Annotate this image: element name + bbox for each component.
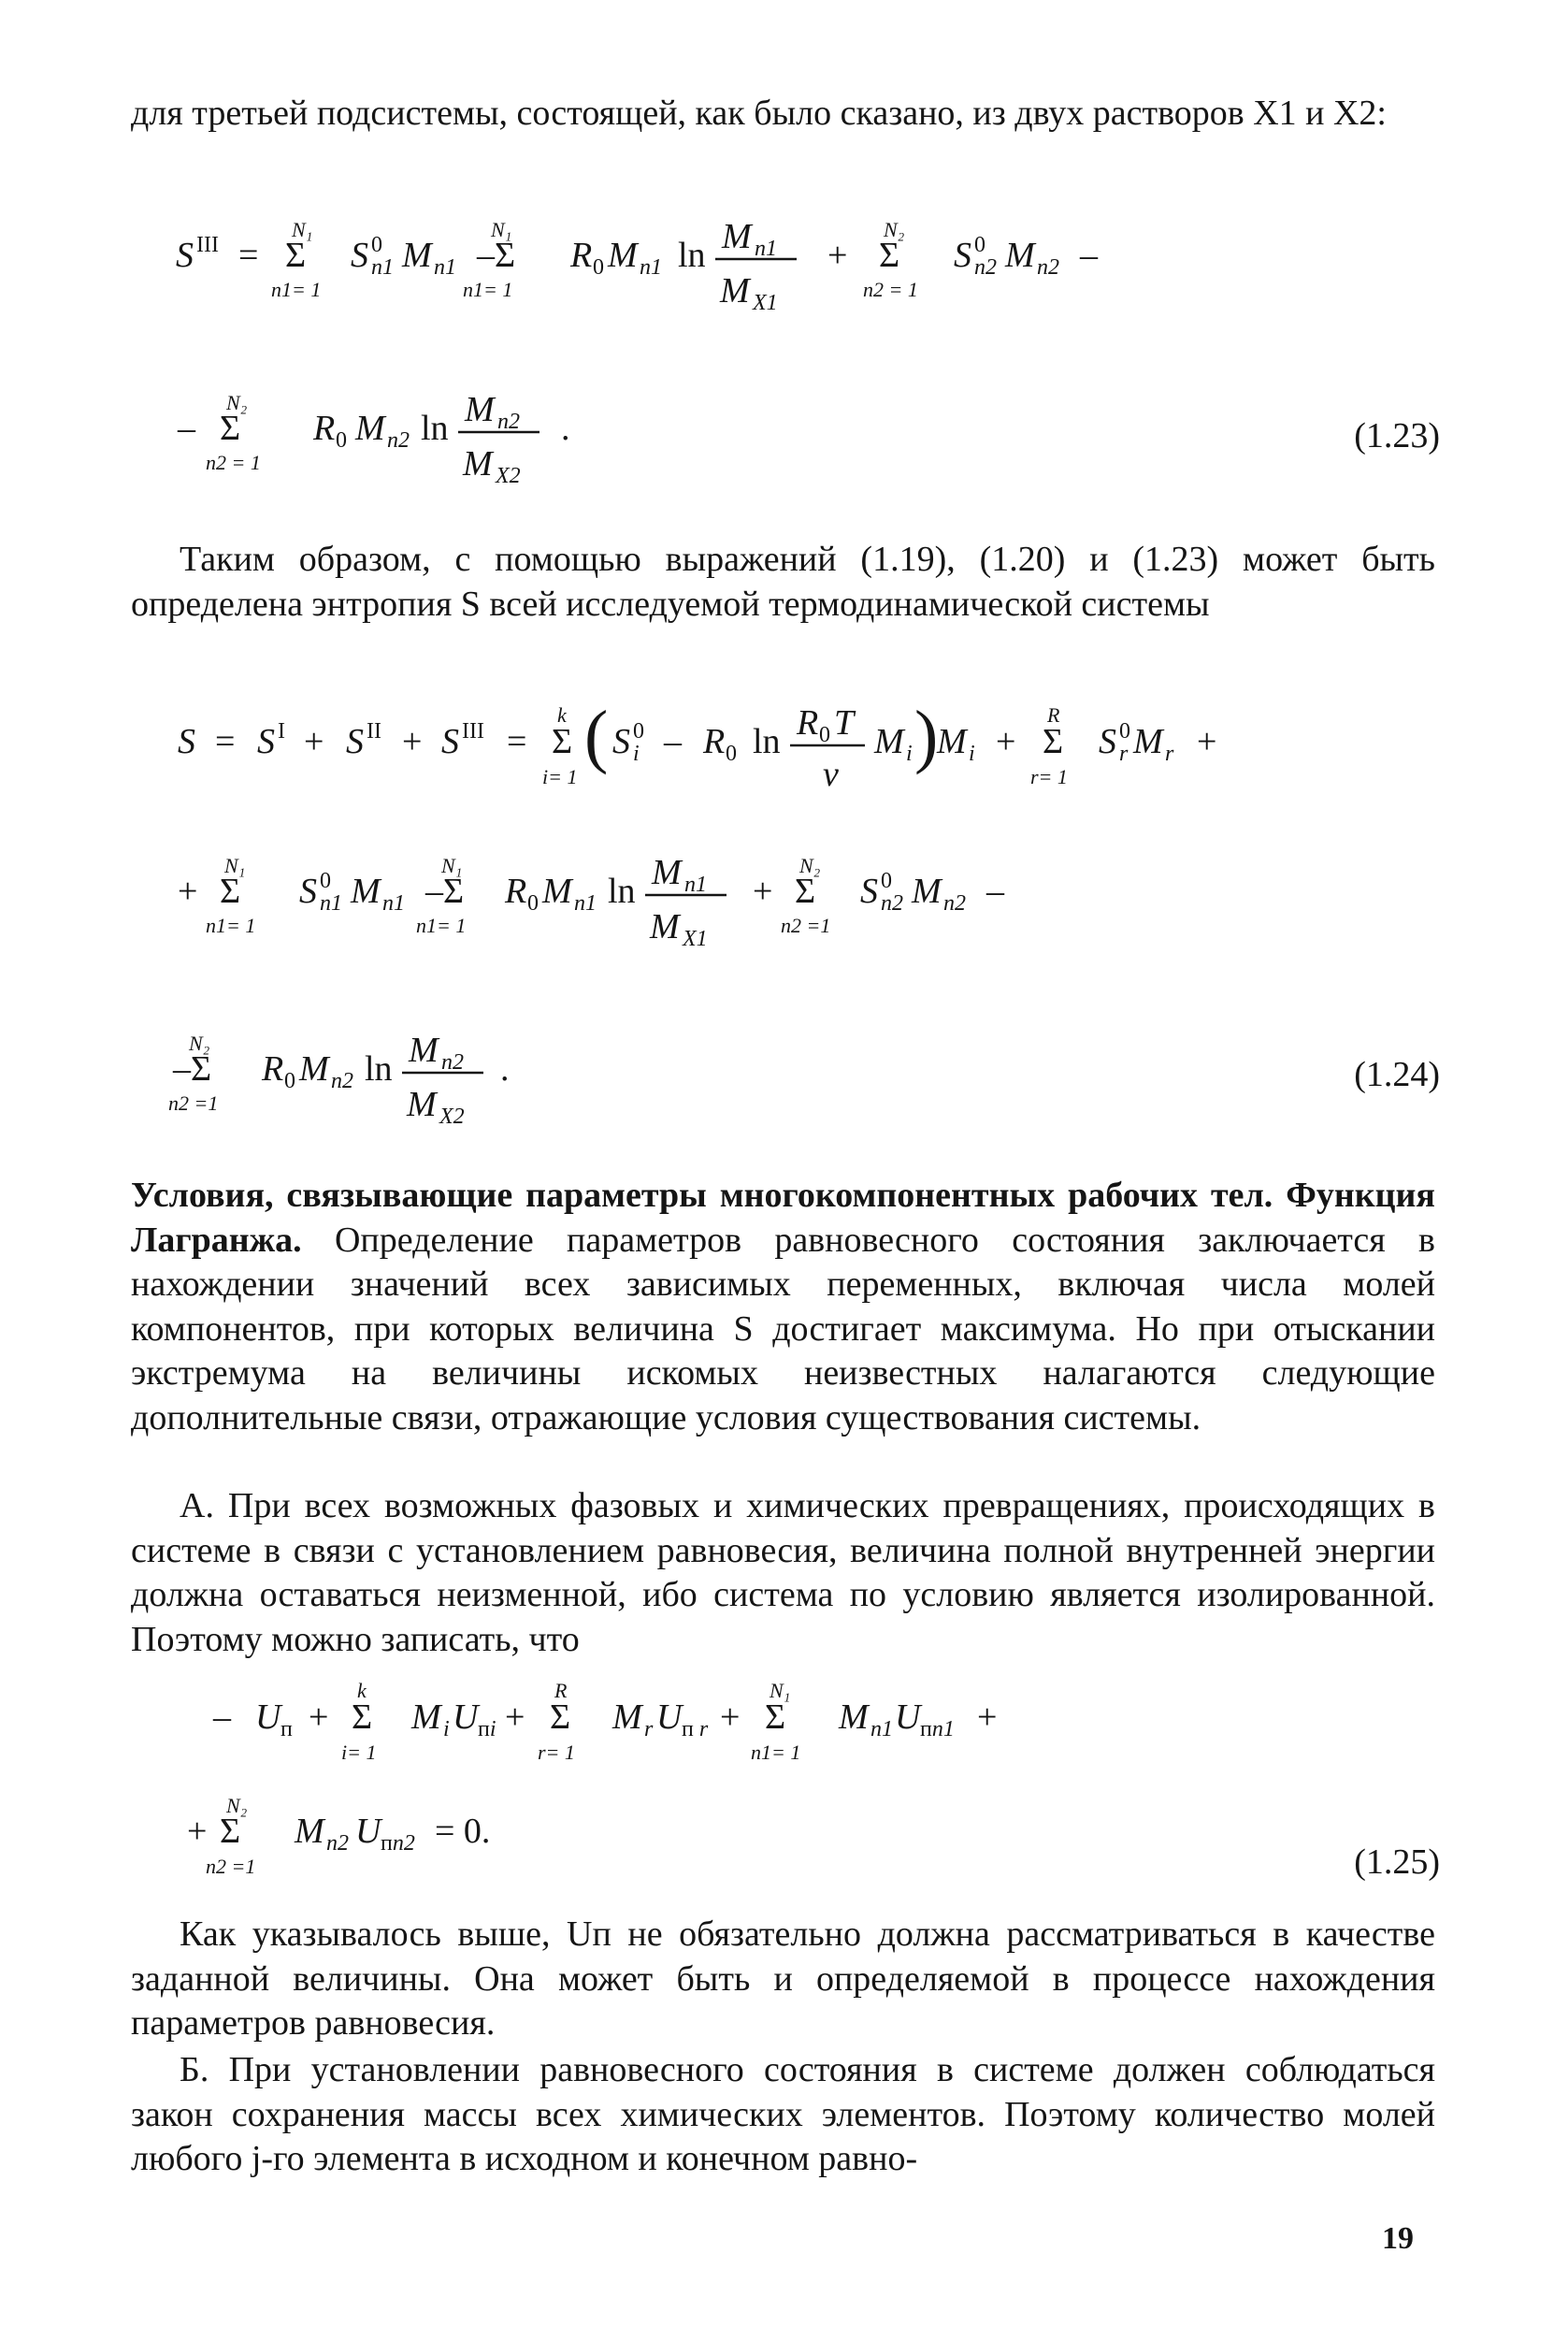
svg-text:M: M: [612, 1697, 642, 1737]
svg-text:n2 =1: n2 =1: [781, 914, 831, 937]
svg-text:n1: n1: [755, 237, 777, 261]
svg-text:n2 =1: n2 =1: [206, 1855, 256, 1878]
svg-text:r: r: [1119, 742, 1129, 766]
svg-text:.: .: [561, 409, 570, 448]
svg-text:N₂: N₂: [189, 1032, 210, 1055]
svg-text:n2: n2: [387, 428, 410, 453]
svg-text:r: r: [644, 1717, 654, 1741]
svg-text:n1: n1: [640, 255, 662, 280]
svg-text:M: M: [542, 872, 572, 911]
svg-text:+: +: [996, 722, 1016, 761]
svg-text:n2: n2: [881, 891, 903, 916]
svg-text:M: M: [608, 236, 638, 275]
svg-text:n1= 1: n1= 1: [751, 1741, 801, 1764]
svg-text:M: M: [407, 1085, 437, 1124]
svg-text:M: M: [720, 271, 750, 311]
svg-text:n1: n1: [684, 873, 707, 897]
svg-text:X1: X1: [753, 291, 778, 315]
svg-text:–Σ: –Σ: [477, 236, 516, 275]
svg-text:r: r: [1165, 742, 1174, 766]
svg-text:Σ: Σ: [765, 1697, 786, 1737]
svg-text:0: 0: [974, 233, 985, 257]
page-number: 19: [1382, 2221, 1414, 2256]
svg-text:+: +: [977, 1697, 998, 1737]
svg-text:0: 0: [726, 742, 737, 766]
svg-text:Σ: Σ: [220, 1812, 241, 1851]
svg-text:0: 0: [1119, 719, 1130, 744]
svg-text:U: U: [895, 1697, 921, 1737]
section-heading: Условия, связывающие параметры многокомпонентных рабочих тел. Функция Лагранжа.: [131, 1176, 1435, 1260]
svg-text:п r: п r: [682, 1717, 709, 1741]
svg-text:III: III: [462, 719, 484, 744]
svg-text:R: R: [262, 1049, 284, 1089]
paragraph-intro: для третьей подсистемы, состоящей, как было сказано, из двух растворов X1 и X2:: [131, 94, 1387, 133]
svg-text:+: +: [309, 1697, 329, 1737]
svg-text:n2: n2: [497, 410, 520, 434]
svg-text:0: 0: [881, 869, 892, 893]
svg-text:n2: n2: [943, 891, 966, 916]
svg-text:S: S: [178, 722, 195, 761]
svg-text:= 0.: = 0.: [435, 1812, 491, 1851]
svg-text:n2: n2: [326, 1831, 349, 1856]
svg-text:M: M: [409, 1031, 439, 1070]
svg-text:U: U: [255, 1697, 281, 1737]
svg-text:+: +: [753, 872, 773, 911]
svg-text:0: 0: [593, 255, 604, 280]
svg-text:0: 0: [371, 233, 382, 257]
svg-text:Σ: Σ: [220, 872, 241, 911]
svg-text:–: –: [1080, 236, 1098, 275]
svg-text:+: +: [178, 872, 198, 911]
svg-text:k: k: [557, 703, 567, 727]
paragraph-internal-energy-note: Как указывалось выше, Uп не обязательно должна рассматриваться в качестве заданной величины. Она может быть и определяемой в процессе нахождения параметров равновесия.: [131, 1914, 1435, 2043]
svg-text:n2: n2: [331, 1069, 353, 1093]
svg-text:n1: n1: [870, 1717, 893, 1741]
svg-text:n1: n1: [320, 891, 342, 916]
svg-text:M: M: [1005, 236, 1035, 275]
svg-text:=: =: [238, 236, 259, 275]
paragraph-energy: А. При всех возможных фазовых и химических превращениях, происходящих в системе в связи с установлением равновесия, величина полной внутренней энергии должна оставаться неизменной, ибо система по условию является изолированной. Поэтому можно записать, что: [131, 1486, 1435, 1659]
equation-1-24: [131, 692, 1440, 1141]
svg-text:II: II: [367, 719, 381, 744]
svg-text:n1= 1: n1= 1: [416, 914, 467, 937]
svg-text:R: R: [505, 872, 527, 911]
svg-text:M: M: [839, 1697, 869, 1737]
svg-text:n1: n1: [434, 255, 456, 280]
paragraph-mass-conservation: Б. При установлении равновесного состояния в системе должен соблюдаться закон сохранения массы всех химических элементов. Поэтому количество молей любого j-го элемента в исходном и конечном равно-: [131, 2050, 1435, 2178]
svg-text:M: M: [355, 409, 385, 448]
svg-text:n1: n1: [382, 891, 405, 916]
svg-text:–: –: [986, 872, 1004, 911]
svg-text:r= 1: r= 1: [538, 1741, 575, 1764]
svg-text:S: S: [954, 236, 971, 275]
svg-text:Σ: Σ: [220, 409, 241, 448]
svg-text:i= 1: i= 1: [341, 1741, 377, 1764]
svg-text:I: I: [278, 719, 285, 744]
svg-text:0: 0: [336, 428, 347, 453]
svg-text:n2: n2: [974, 255, 997, 280]
svg-text:n2 = 1: n2 = 1: [206, 451, 261, 474]
svg-text:S: S: [176, 236, 194, 275]
svg-text:III: III: [196, 233, 219, 257]
equation-1-23-formula: [131, 210, 1440, 510]
svg-text:N₂: N₂: [226, 391, 248, 414]
svg-text:r= 1: r= 1: [1030, 765, 1068, 788]
svg-text:T: T: [834, 703, 855, 743]
svg-text:ln: ln: [678, 236, 706, 275]
svg-text:R: R: [570, 236, 593, 275]
svg-text:R: R: [313, 409, 336, 448]
equation-1-24-formula: [131, 692, 1440, 1141]
svg-text:=: =: [507, 722, 527, 761]
svg-text:–: –: [664, 722, 682, 761]
svg-text:Σ: Σ: [1043, 722, 1064, 761]
svg-text:M: M: [351, 872, 381, 911]
paragraph-conditions: [131, 1174, 1435, 1440]
svg-text:n1: n1: [371, 255, 394, 280]
svg-text:): ): [914, 697, 939, 775]
svg-text:N₁: N₁: [770, 1679, 791, 1702]
svg-text:M: M: [912, 872, 942, 911]
svg-text:0: 0: [284, 1069, 295, 1093]
svg-text:–: –: [178, 409, 195, 448]
svg-text:пi: пi: [478, 1717, 496, 1741]
svg-text:X2: X2: [439, 1105, 465, 1129]
svg-text:Σ: Σ: [285, 236, 307, 275]
svg-text:n2: n2: [441, 1050, 464, 1075]
svg-text:+: +: [304, 722, 324, 761]
svg-text:ln: ln: [753, 722, 781, 761]
svg-text:S: S: [351, 236, 368, 275]
svg-text:M: M: [295, 1812, 324, 1851]
svg-text:0: 0: [527, 891, 539, 916]
svg-text:S: S: [299, 872, 317, 911]
svg-text:U: U: [453, 1697, 479, 1737]
svg-text:ln: ln: [365, 1049, 393, 1089]
svg-text:N₁: N₁: [224, 854, 246, 877]
paragraph-entropy: Таким образом, с помощью выражений (1.19), (1.20) и (1.23) может быть определена энтропия S всей исследуемой термодинамической системы: [131, 540, 1435, 624]
svg-text:пn1: пn1: [920, 1717, 955, 1741]
svg-text:i: i: [443, 1717, 450, 1741]
svg-text:+: +: [827, 236, 848, 275]
svg-text:n1= 1: n1= 1: [463, 278, 513, 301]
svg-text:M: M: [1133, 722, 1163, 761]
svg-text:i: i: [969, 742, 975, 766]
svg-text:.: .: [500, 1049, 510, 1089]
svg-text:U: U: [656, 1697, 683, 1737]
svg-text:N₂: N₂: [799, 854, 821, 877]
svg-text:R: R: [554, 1679, 568, 1702]
svg-text:0: 0: [320, 869, 331, 893]
equation-1-25: [131, 1674, 1440, 1889]
svg-text:k: k: [357, 1679, 367, 1702]
svg-text:U: U: [355, 1812, 381, 1851]
svg-text:+: +: [505, 1697, 525, 1737]
svg-text:–Σ: –Σ: [173, 1049, 212, 1089]
equation-1-23: [131, 210, 1440, 510]
svg-text:N₁: N₁: [441, 854, 463, 877]
svg-text:N₁: N₁: [491, 218, 512, 241]
svg-text:ν: ν: [823, 755, 839, 794]
svg-text:M: M: [722, 217, 752, 256]
svg-text:R: R: [797, 703, 819, 743]
svg-text:n1: n1: [574, 891, 597, 916]
svg-text:M: M: [465, 390, 495, 429]
svg-text:S: S: [612, 722, 630, 761]
svg-text:пn2: пn2: [381, 1831, 415, 1856]
svg-text:+: +: [402, 722, 423, 761]
svg-text:(: (: [584, 697, 609, 775]
svg-text:n1= 1: n1= 1: [271, 278, 322, 301]
svg-text:i= 1: i= 1: [542, 765, 578, 788]
svg-text:ln: ln: [608, 872, 636, 911]
svg-text:M: M: [874, 722, 904, 761]
equation-number: (1.24): [1354, 1055, 1440, 1094]
svg-text:X1: X1: [683, 927, 708, 951]
svg-text:0: 0: [633, 719, 644, 744]
svg-text:M: M: [402, 236, 432, 275]
svg-text:Σ: Σ: [879, 236, 900, 275]
svg-text:n1= 1: n1= 1: [206, 914, 256, 937]
svg-text:N₂: N₂: [226, 1794, 248, 1817]
paragraph-conditions-text: Определение параметров равновесного состояния заключается в нахождении значений всех зависимых переменных, включая числа молей компонентов, при которых величина S достигает максимума. Но при отыскании экстремума на величины искомых неизвестных налагаются следующие дополнительные связи, отражающие условия существования системы.: [131, 1220, 1435, 1437]
svg-text:M: M: [463, 444, 493, 484]
svg-text:–Σ: –Σ: [425, 872, 465, 911]
equation-number: (1.25): [1354, 1842, 1440, 1882]
svg-text:S: S: [257, 722, 275, 761]
svg-text:Σ: Σ: [550, 1697, 571, 1737]
svg-text:S: S: [441, 722, 459, 761]
svg-text:S: S: [346, 722, 364, 761]
svg-text:0: 0: [819, 723, 830, 747]
svg-text:+: +: [187, 1812, 208, 1851]
svg-text:+: +: [720, 1697, 741, 1737]
svg-text:i: i: [906, 742, 913, 766]
svg-text:S: S: [860, 872, 878, 911]
svg-text:M: M: [937, 722, 967, 761]
svg-text:Σ: Σ: [795, 872, 816, 911]
equation-number: (1.23): [1354, 416, 1440, 455]
svg-text:п: п: [281, 1717, 293, 1741]
svg-text:=: =: [215, 722, 236, 761]
svg-text:M: M: [411, 1697, 441, 1737]
svg-text:+: +: [1197, 722, 1217, 761]
svg-text:n2 = 1: n2 = 1: [863, 278, 918, 301]
svg-text:M: M: [652, 853, 682, 892]
svg-text:i: i: [633, 742, 640, 766]
equation-1-25-formula: [131, 1674, 1440, 1889]
svg-text:M: M: [650, 907, 680, 946]
svg-text:Σ: Σ: [352, 1697, 373, 1737]
svg-text:n2 =1: n2 =1: [168, 1091, 219, 1115]
svg-text:R: R: [1047, 703, 1060, 727]
svg-text:M: M: [299, 1049, 329, 1089]
svg-text:ln: ln: [421, 409, 449, 448]
svg-text:N₂: N₂: [884, 218, 905, 241]
svg-text:n2: n2: [1037, 255, 1059, 280]
svg-text:–: –: [213, 1697, 231, 1737]
svg-text:X2: X2: [496, 464, 521, 488]
svg-text:S: S: [1099, 722, 1116, 761]
svg-text:Σ: Σ: [552, 722, 573, 761]
svg-text:N₁: N₁: [292, 218, 313, 241]
svg-text:R: R: [703, 722, 726, 761]
